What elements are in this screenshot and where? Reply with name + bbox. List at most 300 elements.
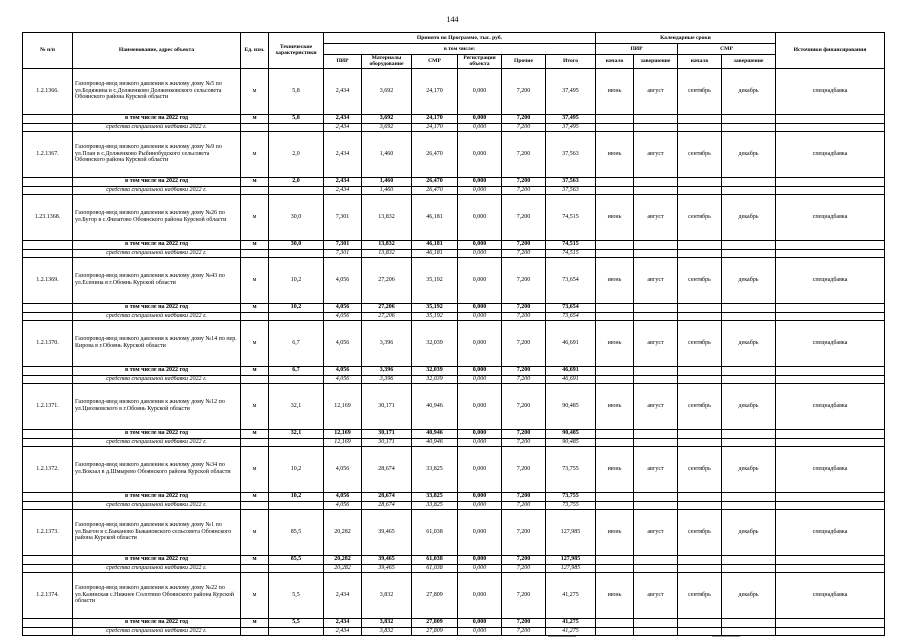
special-reg: 0,000 xyxy=(458,312,502,320)
row-pir: 12,169 xyxy=(324,383,362,429)
blank-cell xyxy=(23,249,73,257)
year-subtotal-row xyxy=(23,240,885,249)
subtotal-other: 7,200 xyxy=(502,555,546,564)
blank-cell xyxy=(241,627,269,635)
special-pir: 4,056 xyxy=(324,501,362,509)
row-num: 1.2.1372. xyxy=(23,446,73,492)
special-mat: 1,460 xyxy=(362,186,412,194)
subtotal-unit: м xyxy=(241,618,269,627)
row-pe: август xyxy=(634,194,678,240)
blank-cell xyxy=(241,375,269,383)
subtotal-reg: 0,000 xyxy=(458,240,502,249)
row-reg: 0,000 xyxy=(458,572,502,618)
blank-cell xyxy=(23,564,73,572)
subtotal-reg: 0,000 xyxy=(458,429,502,438)
col-smr-end: завершение xyxy=(722,55,776,69)
blank-cell xyxy=(269,501,324,509)
col-num: № п/п xyxy=(23,33,73,69)
row-tech: 32,1 xyxy=(269,383,324,429)
special-pir: 2,434 xyxy=(324,627,362,635)
table-row xyxy=(23,572,885,618)
special-label: средства специальной надбавки 2022 г. xyxy=(73,627,241,635)
row-pir: 2,434 xyxy=(324,68,362,114)
blank-cell xyxy=(634,618,678,627)
page-number: 144 xyxy=(446,15,459,24)
col-materials: Материалы оборудование xyxy=(362,55,412,69)
blank-cell xyxy=(776,123,885,131)
special-total: 90,485 xyxy=(546,438,596,446)
subtotal-other: 7,200 xyxy=(502,177,546,186)
blank-cell xyxy=(678,438,722,446)
row-other: 7,200 xyxy=(502,383,546,429)
subtotal-reg: 0,000 xyxy=(458,618,502,627)
blank-cell xyxy=(241,123,269,131)
row-se: декабрь xyxy=(722,572,776,618)
row-mat: 3,396 xyxy=(362,320,412,366)
blank-cell xyxy=(596,564,634,572)
special-mat: 3,692 xyxy=(362,123,412,131)
row-se: декабрь xyxy=(722,509,776,555)
blank-cell xyxy=(596,249,634,257)
table-row xyxy=(23,446,885,492)
row-reg: 0,000 xyxy=(458,446,502,492)
subtotal-tech: 5,5 xyxy=(269,618,324,627)
subtotal-unit: м xyxy=(241,555,269,564)
subtotal-unit: м xyxy=(241,240,269,249)
col-calendar: Календарные сроки xyxy=(596,33,776,44)
blank-cell xyxy=(634,501,678,509)
subtotal-tech: 2,0 xyxy=(269,177,324,186)
subtotal-smr: 26,470 xyxy=(412,177,458,186)
row-reg: 0,000 xyxy=(458,257,502,303)
subtotal-mat: 13,832 xyxy=(362,240,412,249)
blank-cell xyxy=(678,186,722,194)
row-num: 1.2.1371. xyxy=(23,383,73,429)
blank-cell xyxy=(678,555,722,564)
row-se: декабрь xyxy=(722,446,776,492)
subtotal-smr: 40,946 xyxy=(412,429,458,438)
blank-cell xyxy=(776,555,885,564)
row-source: спецнадбавка xyxy=(776,194,885,240)
subtotal-pir: 2,434 xyxy=(324,177,362,186)
special-mat: 3,832 xyxy=(362,627,412,635)
table-row xyxy=(23,257,885,303)
blank-cell xyxy=(634,492,678,501)
row-pir: 4,056 xyxy=(324,446,362,492)
row-pe: август xyxy=(634,509,678,555)
blank-cell xyxy=(634,429,678,438)
row-se: декабрь xyxy=(722,194,776,240)
col-smr-start: начало xyxy=(678,55,722,69)
subtotal-other: 7,200 xyxy=(502,492,546,501)
special-label: средства специальной надбавки 2022 г. xyxy=(73,564,241,572)
row-source: спецнадбавка xyxy=(776,572,885,618)
col-registration: Регистрация объекта xyxy=(458,55,502,69)
subtotal-other: 7,200 xyxy=(502,303,546,312)
special-label: средства специальной надбавки 2022 г. xyxy=(73,186,241,194)
blank-cell xyxy=(722,114,776,123)
blank-cell xyxy=(634,186,678,194)
blank-cell xyxy=(23,375,73,383)
special-other: 7,200 xyxy=(502,249,546,257)
blank-cell xyxy=(678,240,722,249)
blank-cell xyxy=(634,114,678,123)
blank-cell xyxy=(776,177,885,186)
blank-cell xyxy=(596,177,634,186)
subtotal-other: 7,200 xyxy=(502,240,546,249)
subtotal-label: в том числе на 2022 год xyxy=(73,303,241,312)
row-total: 73,755 xyxy=(546,446,596,492)
row-smr: 26,470 xyxy=(412,131,458,177)
subtotal-total: 41,275 xyxy=(546,618,596,627)
row-num: 1.2.1373. xyxy=(23,509,73,555)
blank-cell xyxy=(241,186,269,194)
row-mat: 28,674 xyxy=(362,446,412,492)
special-mat: 28,674 xyxy=(362,501,412,509)
row-se: декабрь xyxy=(722,257,776,303)
blank-cell xyxy=(596,438,634,446)
row-num: 1.2.1366. xyxy=(23,68,73,114)
subtotal-mat: 28,674 xyxy=(362,492,412,501)
year-subtotal-row xyxy=(23,177,885,186)
row-reg: 0,000 xyxy=(458,194,502,240)
blank-cell xyxy=(269,249,324,257)
subtotal-smr: 61,038 xyxy=(412,555,458,564)
scan-mark xyxy=(548,636,576,637)
subtotal-mat: 3,692 xyxy=(362,114,412,123)
blank-cell xyxy=(776,312,885,320)
row-se: декабрь xyxy=(722,383,776,429)
special-smr: 40,946 xyxy=(412,438,458,446)
table-row xyxy=(23,509,885,555)
blank-cell xyxy=(776,492,885,501)
row-source: спецнадбавка xyxy=(776,509,885,555)
blank-cell xyxy=(596,240,634,249)
subtotal-pir: 12,169 xyxy=(324,429,362,438)
blank-cell xyxy=(596,123,634,131)
special-fund-row xyxy=(23,627,885,635)
subtotal-mat: 3,396 xyxy=(362,366,412,375)
special-total: 73,755 xyxy=(546,501,596,509)
row-pir: 4,056 xyxy=(324,320,362,366)
row-ss: сентябрь xyxy=(678,509,722,555)
blank-cell xyxy=(634,249,678,257)
row-mat: 13,832 xyxy=(362,194,412,240)
blank-cell xyxy=(722,555,776,564)
subtotal-total: 37,563 xyxy=(546,177,596,186)
row-total: 41,275 xyxy=(546,572,596,618)
special-label: средства специальной надбавки 2022 г. xyxy=(73,438,241,446)
blank-cell xyxy=(23,618,73,627)
blank-cell xyxy=(634,312,678,320)
subtotal-label: в том числе на 2022 год xyxy=(73,618,241,627)
col-unit: Ед. изм. xyxy=(241,33,269,69)
row-smr: 46,181 xyxy=(412,194,458,240)
subtotal-other: 7,200 xyxy=(502,618,546,627)
row-unit: м xyxy=(241,572,269,618)
special-reg: 0,000 xyxy=(458,627,502,635)
blank-cell xyxy=(722,564,776,572)
row-ss: сентябрь xyxy=(678,572,722,618)
subtotal-reg: 0,000 xyxy=(458,366,502,375)
blank-cell xyxy=(678,492,722,501)
subtotal-reg: 0,000 xyxy=(458,114,502,123)
special-label: средства специальной надбавки 2022 г. xyxy=(73,312,241,320)
subtotal-tech: 10,2 xyxy=(269,303,324,312)
special-smr: 26,470 xyxy=(412,186,458,194)
blank-cell xyxy=(23,492,73,501)
blank-cell xyxy=(269,123,324,131)
row-mat: 39,465 xyxy=(362,509,412,555)
row-tech: 10,2 xyxy=(269,257,324,303)
subtotal-label: в том числе на 2022 год xyxy=(73,366,241,375)
row-reg: 0,000 xyxy=(458,320,502,366)
row-reg: 0,000 xyxy=(458,509,502,555)
row-num: 1.23.1368. xyxy=(23,194,73,240)
subtotal-tech: 32,1 xyxy=(269,429,324,438)
row-tech: 2,0 xyxy=(269,131,324,177)
row-pir: 2,434 xyxy=(324,572,362,618)
col-cal-pir: ПИР xyxy=(596,44,678,55)
special-mat: 27,206 xyxy=(362,312,412,320)
blank-cell xyxy=(596,492,634,501)
row-name: Газопровод-ввод низкого давления к жилому дому №1 по ул.Выгон в с.Быканово Быкановского сельсовета Обоянского района Курской области xyxy=(73,509,241,555)
blank-cell xyxy=(678,627,722,635)
row-other: 7,200 xyxy=(502,509,546,555)
row-total: 90,485 xyxy=(546,383,596,429)
subtotal-total: 73,654 xyxy=(546,303,596,312)
blank-cell xyxy=(722,366,776,375)
row-ss: сентябрь xyxy=(678,194,722,240)
subtotal-total: 127,985 xyxy=(546,555,596,564)
special-other: 7,200 xyxy=(502,375,546,383)
subtotal-other: 7,200 xyxy=(502,366,546,375)
row-mat: 27,206 xyxy=(362,257,412,303)
row-ss: сентябрь xyxy=(678,68,722,114)
special-total: 73,654 xyxy=(546,312,596,320)
blank-cell xyxy=(776,303,885,312)
subtotal-smr: 27,809 xyxy=(412,618,458,627)
row-pir: 2,434 xyxy=(324,131,362,177)
blank-cell xyxy=(241,438,269,446)
row-source: спецнадбавка xyxy=(776,446,885,492)
blank-cell xyxy=(678,366,722,375)
row-pe: август xyxy=(634,446,678,492)
special-pir: 2,434 xyxy=(324,123,362,131)
row-pir: 20,282 xyxy=(324,509,362,555)
subtotal-smr: 35,192 xyxy=(412,303,458,312)
special-other: 7,200 xyxy=(502,312,546,320)
subtotal-label: в том числе на 2022 год xyxy=(73,492,241,501)
col-total: Итого xyxy=(546,55,596,69)
blank-cell xyxy=(776,564,885,572)
col-pir-end: завершение xyxy=(634,55,678,69)
blank-cell xyxy=(678,177,722,186)
row-other: 7,200 xyxy=(502,131,546,177)
blank-cell xyxy=(776,366,885,375)
blank-cell xyxy=(634,438,678,446)
special-smr: 61,038 xyxy=(412,564,458,572)
subtotal-unit: м xyxy=(241,177,269,186)
blank-cell xyxy=(776,375,885,383)
blank-cell xyxy=(596,618,634,627)
special-smr: 35,192 xyxy=(412,312,458,320)
row-other: 7,200 xyxy=(502,320,546,366)
subtotal-reg: 0,000 xyxy=(458,303,502,312)
subtotal-unit: м xyxy=(241,114,269,123)
special-fund-row xyxy=(23,501,885,509)
row-num: 1.2.1367. xyxy=(23,131,73,177)
row-ss: сентябрь xyxy=(678,383,722,429)
col-name: Наименование, адрес объекта xyxy=(73,33,241,69)
blank-cell xyxy=(23,186,73,194)
blank-cell xyxy=(722,123,776,131)
blank-cell xyxy=(634,177,678,186)
special-total: 37,563 xyxy=(546,186,596,194)
row-num: 1.2.1370. xyxy=(23,320,73,366)
row-smr: 33,825 xyxy=(412,446,458,492)
row-ps: июнь xyxy=(596,320,634,366)
col-source: Источники финансирования xyxy=(776,33,885,69)
subtotal-unit: м xyxy=(241,366,269,375)
subtotal-pir: 4,056 xyxy=(324,492,362,501)
blank-cell xyxy=(634,627,678,635)
special-fund-row xyxy=(23,249,885,257)
row-unit: м xyxy=(241,383,269,429)
subtotal-mat: 1,460 xyxy=(362,177,412,186)
year-subtotal-row xyxy=(23,618,885,627)
row-source: спецнадбавка xyxy=(776,320,885,366)
special-pir: 2,434 xyxy=(324,186,362,194)
blank-cell xyxy=(722,501,776,509)
row-ss: сентябрь xyxy=(678,446,722,492)
row-tech: 30,0 xyxy=(269,194,324,240)
special-other: 7,200 xyxy=(502,501,546,509)
year-subtotal-row xyxy=(23,492,885,501)
subtotal-other: 7,200 xyxy=(502,429,546,438)
blank-cell xyxy=(722,438,776,446)
table-row xyxy=(23,194,885,240)
table-row xyxy=(23,131,885,177)
blank-cell xyxy=(634,303,678,312)
special-mat: 39,465 xyxy=(362,564,412,572)
special-other: 7,200 xyxy=(502,186,546,194)
special-label: средства специальной надбавки 2022 г. xyxy=(73,123,241,131)
special-reg: 0,000 xyxy=(458,501,502,509)
blank-cell xyxy=(776,618,885,627)
row-pe: август xyxy=(634,320,678,366)
row-unit: м xyxy=(241,257,269,303)
blank-cell xyxy=(23,366,73,375)
subtotal-reg: 0,000 xyxy=(458,177,502,186)
blank-cell xyxy=(23,501,73,509)
special-fund-row xyxy=(23,564,885,572)
special-reg: 0,000 xyxy=(458,186,502,194)
blank-cell xyxy=(722,429,776,438)
col-other: Прочие xyxy=(502,55,546,69)
blank-cell xyxy=(634,555,678,564)
row-name: Газопровод-ввод низкого давления к жилому дому №43 по ул.Есенина в г.Обоянь Курской области xyxy=(73,257,241,303)
blank-cell xyxy=(722,627,776,635)
special-smr: 32,039 xyxy=(412,375,458,383)
row-ps: июнь xyxy=(596,68,634,114)
blank-cell xyxy=(722,177,776,186)
blank-cell xyxy=(269,375,324,383)
row-mat: 1,460 xyxy=(362,131,412,177)
subtotal-reg: 0,000 xyxy=(458,492,502,501)
special-other: 7,200 xyxy=(502,627,546,635)
blank-cell xyxy=(241,249,269,257)
blank-cell xyxy=(596,312,634,320)
special-pir: 20,282 xyxy=(324,564,362,572)
blank-cell xyxy=(23,429,73,438)
subtotal-label: в том числе на 2022 год xyxy=(73,240,241,249)
year-subtotal-row xyxy=(23,303,885,312)
special-other: 7,200 xyxy=(502,123,546,131)
row-pe: август xyxy=(634,257,678,303)
special-label: средства специальной надбавки 2022 г. xyxy=(73,249,241,257)
blank-cell xyxy=(678,564,722,572)
subtotal-label: в том числе на 2022 год xyxy=(73,429,241,438)
blank-cell xyxy=(678,249,722,257)
row-ps: июнь xyxy=(596,509,634,555)
row-mat: 3,832 xyxy=(362,572,412,618)
col-pir-start: начало xyxy=(596,55,634,69)
special-fund-row xyxy=(23,123,885,131)
row-tech: 10,2 xyxy=(269,446,324,492)
blank-cell xyxy=(596,627,634,635)
blank-cell xyxy=(678,123,722,131)
row-total: 127,985 xyxy=(546,509,596,555)
subtotal-smr: 24,170 xyxy=(412,114,458,123)
subtotal-total: 46,691 xyxy=(546,366,596,375)
blank-cell xyxy=(722,492,776,501)
blank-cell xyxy=(776,240,885,249)
blank-cell xyxy=(23,114,73,123)
blank-cell xyxy=(269,564,324,572)
row-other: 7,200 xyxy=(502,257,546,303)
blank-cell xyxy=(634,366,678,375)
special-smr: 46,181 xyxy=(412,249,458,257)
subtotal-label: в том числе на 2022 год xyxy=(73,555,241,564)
subtotal-pir: 7,301 xyxy=(324,240,362,249)
year-subtotal-row xyxy=(23,366,885,375)
row-unit: м xyxy=(241,131,269,177)
blank-cell xyxy=(596,114,634,123)
subtotal-total: 37,495 xyxy=(546,114,596,123)
blank-cell xyxy=(678,312,722,320)
special-label: средства специальной надбавки 2022 г. xyxy=(73,375,241,383)
row-se: декабрь xyxy=(722,131,776,177)
blank-cell xyxy=(269,312,324,320)
row-name: Газопровод-ввод низкого давления к жилому дому №9 по ул.План в с.Долженково Рыбинобудского сельсовета Обоянского района Курской области xyxy=(73,131,241,177)
row-source: спецнадбавка xyxy=(776,131,885,177)
blank-cell xyxy=(678,375,722,383)
subtotal-smr: 32,039 xyxy=(412,366,458,375)
blank-cell xyxy=(722,186,776,194)
subtotal-pir: 4,056 xyxy=(324,366,362,375)
row-smr: 40,946 xyxy=(412,383,458,429)
blank-cell xyxy=(23,303,73,312)
col-pir: ПИР xyxy=(324,55,362,69)
row-total: 37,563 xyxy=(546,131,596,177)
blank-cell xyxy=(596,375,634,383)
blank-cell xyxy=(634,564,678,572)
row-name: Газопровод-ввод низкого давления к жилому дому №5 по ул.Бодяжина в с.Долженково Долженковского сельсовета Обоянского района Курской области xyxy=(73,68,241,114)
special-other: 7,200 xyxy=(502,564,546,572)
row-mat: 30,171 xyxy=(362,383,412,429)
row-unit: м xyxy=(241,194,269,240)
